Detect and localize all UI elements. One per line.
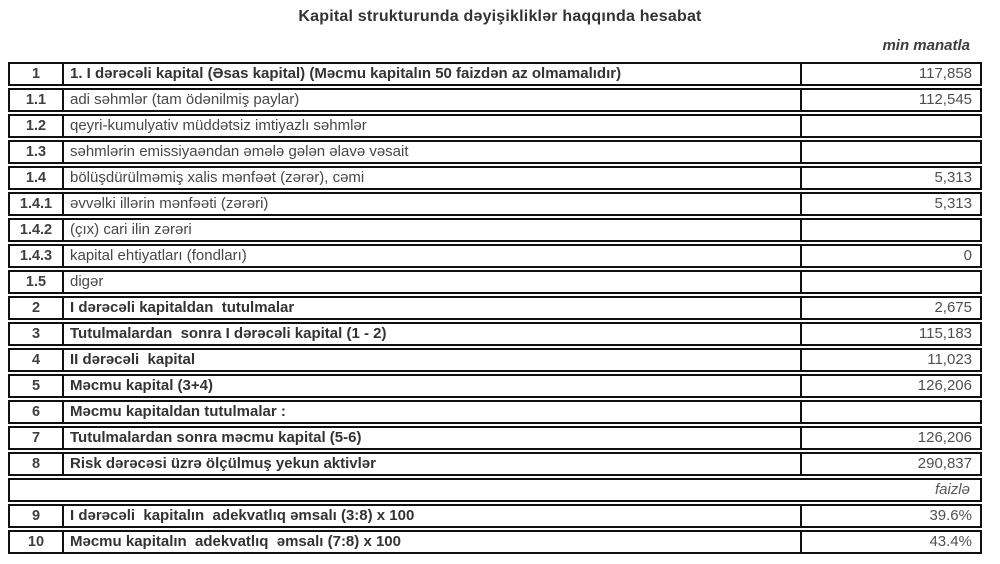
row-label: I dərəcəli kapitaldan tutulmalar — [62, 298, 800, 318]
row-number: 6 — [31, 404, 41, 420]
row-label: kapital ehtiyatları (fondları) — [62, 246, 800, 266]
row-label: digər — [62, 272, 800, 292]
table-row — [8, 452, 982, 476]
row-value: 126,206 — [800, 376, 980, 396]
row-label: əvvəlki illərin mənfəəti (zərəri) — [62, 194, 800, 214]
row-number: 10 — [27, 534, 45, 550]
row-number: 1.5 — [25, 274, 47, 290]
row-label: Məcmu kapitalın adekvatlıq əmsalı (7:8) x 100 — [62, 532, 800, 552]
report-title: Kapital strukturunda dəyişikliklər haqqında hesabat — [298, 8, 702, 25]
row-value: 11,023 — [800, 350, 980, 370]
table-row — [8, 296, 982, 320]
row-label: I dərəcəli kapitalın adekvatlıq əmsalı (3:8) x 100 — [62, 506, 800, 526]
row-value: 5,313 — [800, 168, 980, 188]
row-label: adi səhmlər (tam ödənilmiş paylar) — [62, 90, 800, 110]
row-label: Məcmu kapitaldan tutulmalar : — [62, 402, 800, 422]
row-label: II dərəcəli kapital — [62, 350, 800, 370]
row-number: 1.4 — [25, 170, 47, 186]
row-number: 7 — [31, 430, 41, 446]
row-number: 1 — [31, 66, 41, 82]
row-value: 126,206 — [800, 428, 980, 448]
row-value: 290,837 — [800, 454, 980, 474]
table-row — [8, 218, 982, 242]
row-label: (çıx) cari ilin zərəri — [62, 220, 800, 240]
row-number: 5 — [31, 378, 41, 394]
row-number: 1.4.2 — [19, 222, 53, 238]
row-label: Məcmu kapital (3+4) — [62, 376, 800, 396]
table-row — [8, 530, 982, 554]
table-row — [8, 114, 982, 138]
table-row — [8, 374, 982, 398]
row-number: 1.2 — [25, 118, 47, 134]
table-row — [8, 166, 982, 190]
row-number: 1.3 — [25, 144, 47, 160]
table-row — [8, 244, 982, 268]
percent-unit-note: faizlə — [934, 481, 970, 498]
row-number: 1.1 — [25, 92, 47, 108]
table-row — [8, 400, 982, 424]
row-label: səhmlərin emissiyaəndan əmələ gələn əlavə vəsait — [62, 142, 800, 162]
row-number: 1.4.3 — [19, 248, 53, 264]
row-value — [800, 272, 980, 292]
row-value: 117,858 — [800, 64, 980, 84]
table-row — [8, 322, 982, 346]
row-number: 8 — [31, 456, 41, 472]
table-row — [8, 504, 982, 528]
row-label: Tutulmalardan sonra məcmu kapital (5-6) — [62, 428, 800, 448]
row-value: 2,675 — [800, 298, 980, 318]
row-number: 3 — [31, 326, 41, 342]
row-label: qeyri-kumulyativ müddətsiz imtiyazlı səhmlər — [62, 116, 800, 136]
table-row — [8, 426, 982, 450]
row-value: 112,545 — [800, 90, 980, 110]
table-row — [8, 140, 982, 164]
row-label: Tutulmalardan sonra I dərəcəli kapital (1 - 2) — [62, 324, 800, 344]
row-value: 43.4% — [800, 532, 980, 552]
row-number: 4 — [31, 352, 41, 368]
row-label: Risk dərəcəsi üzrə ölçülmuş yekun aktivlər — [62, 454, 800, 474]
row-value — [800, 142, 980, 162]
table-row — [8, 88, 982, 112]
table-row — [8, 348, 982, 372]
row-number: 1.4.1 — [19, 196, 53, 212]
capital-structure-table — [8, 62, 982, 556]
row-number: 9 — [31, 508, 41, 524]
row-value — [800, 220, 980, 240]
table-row — [8, 192, 982, 216]
row-value: 5,313 — [800, 194, 980, 214]
row-number: 2 — [31, 300, 41, 316]
row-value: 0 — [800, 246, 980, 266]
row-value: 115,183 — [800, 324, 980, 344]
table-row — [8, 270, 982, 294]
row-label: 1. I dərəcəli kapital (Əsas kapital) (Məcmu kapitalın 50 faizdən az olmamalıdır) — [62, 64, 800, 84]
table-row — [8, 62, 982, 86]
row-value: 39.6% — [800, 506, 980, 526]
unit-note: min manatla — [882, 37, 970, 54]
row-value — [800, 116, 980, 136]
table-note-row — [8, 478, 982, 502]
row-label: bölüşdürülməmiş xalis mənfəət (zərər), cəmi — [62, 168, 800, 188]
row-value — [800, 402, 980, 422]
